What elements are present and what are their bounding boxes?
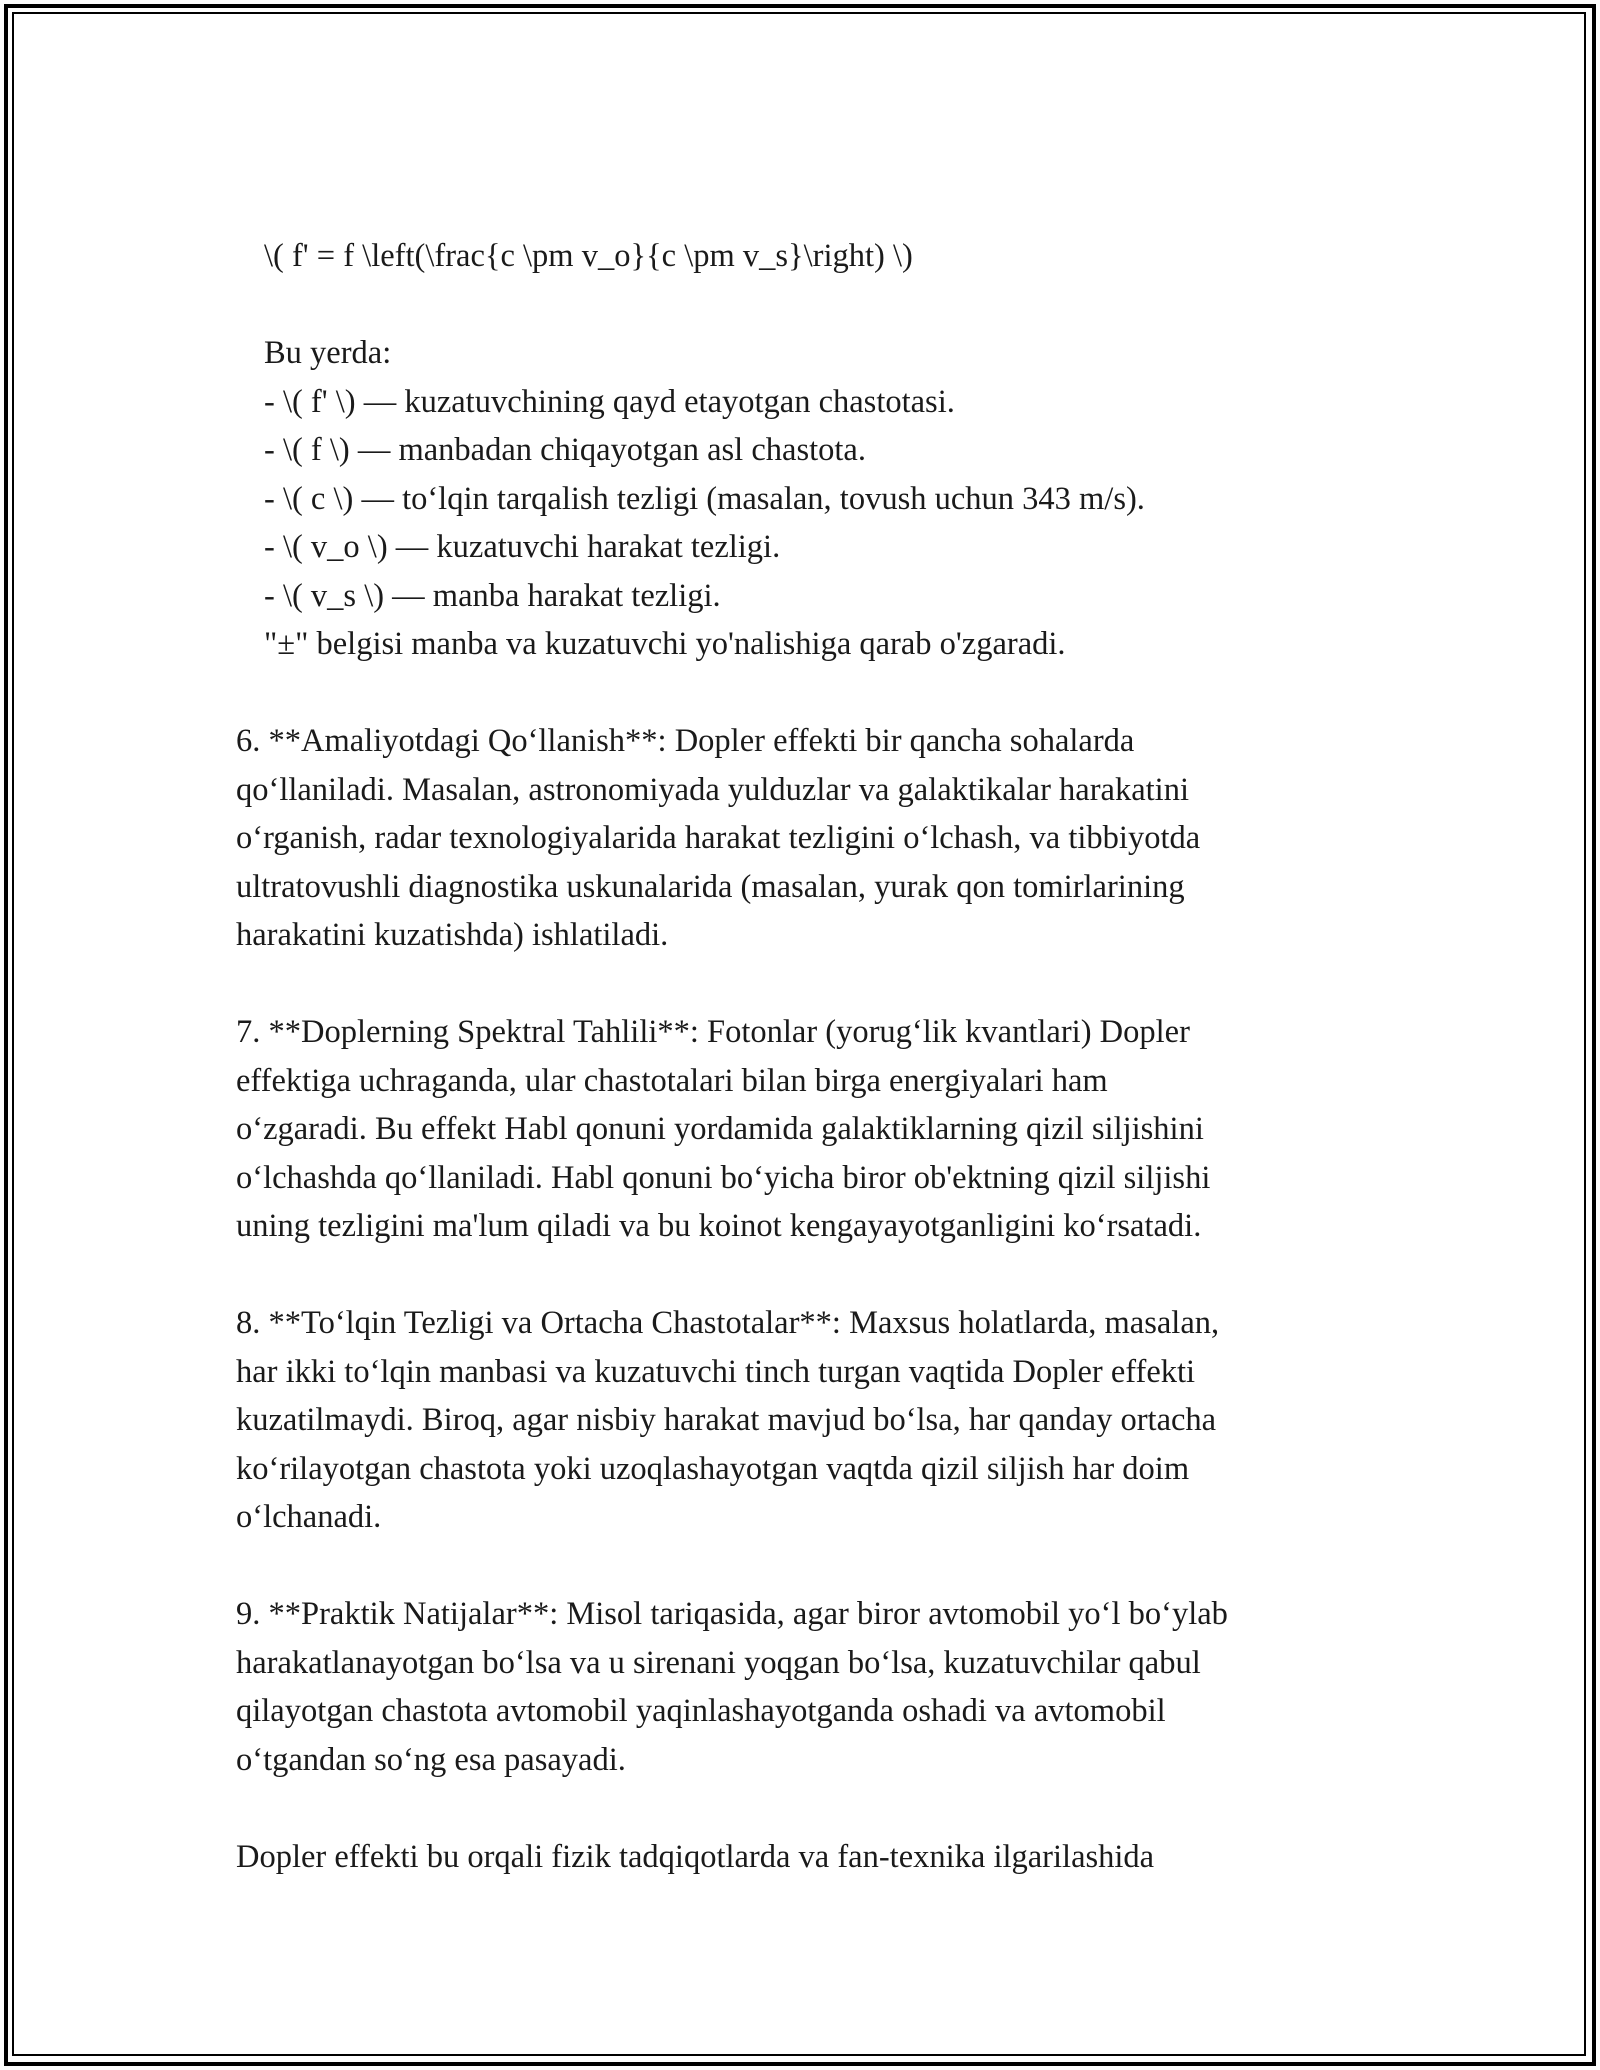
paragraph-line: oʻzgaradi. Bu effekt Habl qonuni yordamida galaktiklarning qizil siljishini — [236, 1111, 1204, 1147]
paragraph-line: effektiga uchraganda, ular chastotalari bilan birga energiyalari ham — [236, 1062, 1108, 1099]
paragraph-line: oʻrganish, radar texnologiyalarida harakat tezligini oʻlchash, va tibbiyotda — [236, 820, 1201, 856]
definition-item: - \( v_s \) — manba harakat tezligi. — [264, 577, 721, 614]
formula-block — [236, 232, 1366, 669]
paragraph-line: koʻrilayotgan chastota yoki uzoqlashayotgan vaqtda qizil siljish har doim — [236, 1450, 1190, 1487]
paragraph-line: oʻtgandan soʻng esa pasayadi. — [236, 1741, 626, 1778]
paragraph-line: oʻlchanadi. — [236, 1499, 382, 1535]
closing-paragraph — [236, 1833, 1366, 1882]
paragraph-line: ultratovushli diagnostika uskunalarida (masalan, yurak qon tomirlarining — [236, 868, 1185, 905]
paragraph-line: 7. **Doplerning Spektral Tahlili**: Fotonlar (yorugʻlik kvantlari) Dopler — [236, 1014, 1190, 1050]
section-8-paragraph — [236, 1299, 1366, 1542]
paragraph-line: uning tezligini ma'lum qiladi va bu koinot kengayayotganligini koʻrsatadi. — [236, 1208, 1202, 1244]
definition-item: - \( f \) — manbadan chiqayotgan asl chastota. — [264, 432, 866, 468]
paragraph-line: kuzatilmaydi. Biroq, agar nisbiy harakat mavjud boʻlsa, har qanday ortacha — [236, 1402, 1217, 1438]
document-body — [236, 232, 1366, 1881]
paragraph-line: 8. **Toʻlqin Tezligi va Ortacha Chastotalar**: Maxsus holatlarda, masalan, — [236, 1305, 1220, 1341]
formula: \( f' = f \left(\frac{c \pm v_o}{c \pm v_s}\right) \) — [264, 238, 913, 274]
paragraph-line: oʻlchashda qoʻllaniladi. Habl qonuni boʻyicha biror ob'ektning qizil siljishi — [236, 1159, 1211, 1196]
paragraph-line: har ikki toʻlqin manbasi va kuzatuvchi tinch turgan vaqtida Dopler effekti — [236, 1353, 1196, 1390]
definition-item: - \( c \) — toʻlqin tarqalish tezligi (masalan, tovush uchun 343 m/s). — [264, 480, 1145, 517]
paragraph-line: harakatini kuzatishda) ishlatiladi. — [236, 917, 669, 953]
paragraph-line: qoʻllaniladi. Masalan, astronomiyada yulduzlar va galaktikalar harakatini — [236, 771, 1189, 808]
paragraph-line: Dopler effekti bu orqali fizik tadqiqotlarda va fan-texnika ilgarilashida — [236, 1838, 1155, 1875]
section-6-paragraph — [236, 717, 1366, 960]
definition-item: - \( v_o \) — kuzatuvchi harakat tezligi. — [264, 529, 781, 565]
definition-item: - \( f' \) — kuzatuvchining qayd etayotgan chastotasi. — [264, 383, 955, 420]
definitions-intro: Bu yerda: — [264, 335, 392, 371]
paragraph-line: 9. **Praktik Natijalar**: Misol tariqasida, agar biror avtomobil yoʻl boʻylab — [236, 1596, 1228, 1632]
paragraph-line: 6. **Amaliyotdagi Qoʻllanish**: Dopler effekti bir qancha sohalarda — [236, 723, 1135, 759]
section-9-paragraph — [236, 1590, 1366, 1784]
section-7-paragraph — [236, 1008, 1366, 1251]
paragraph-line: qilayotgan chastota avtomobil yaqinlashayotganda oshadi va avtomobil — [236, 1693, 1166, 1729]
sign-note: "±" belgisi manba va kuzatuvchi yo'nalishiga qarab o'zgaradi. — [264, 626, 1066, 662]
paragraph-line: harakatlanayotgan boʻlsa va u sirenani yoqgan boʻlsa, kuzatuvchilar qabul — [236, 1644, 1201, 1681]
